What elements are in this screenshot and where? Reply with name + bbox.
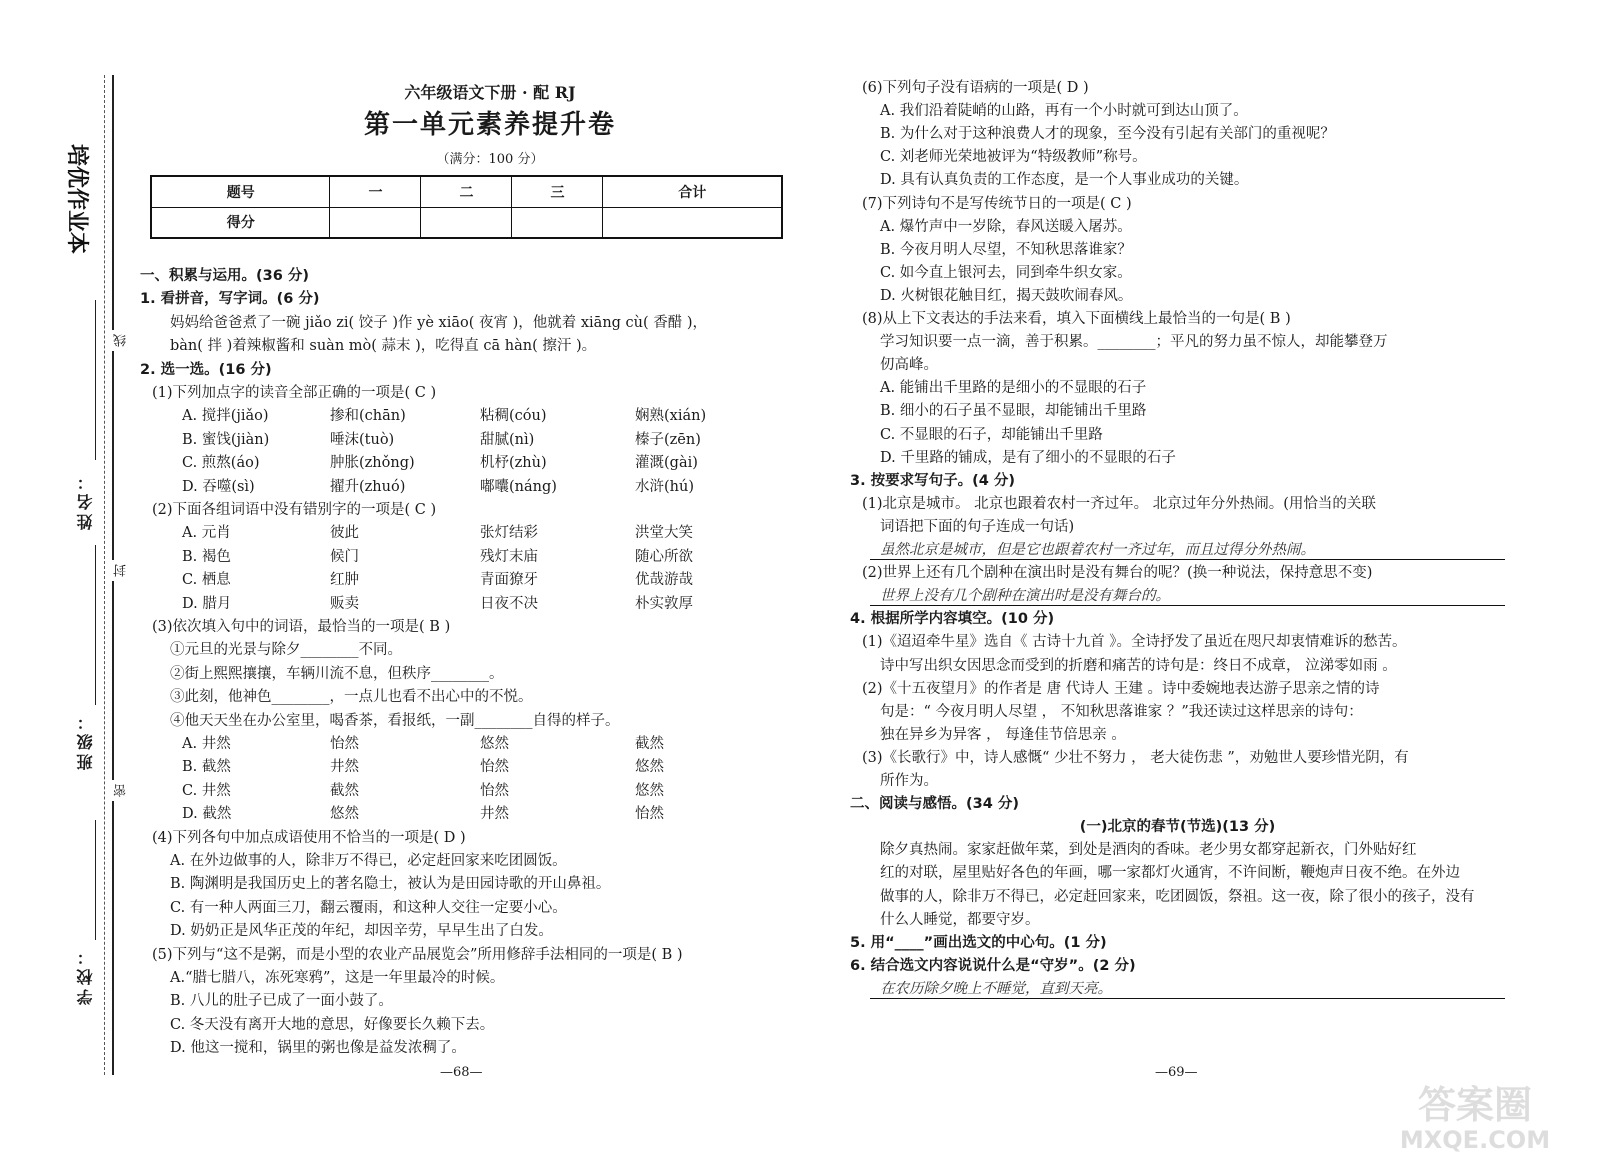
section-heading: (一)北京的春节(节选)(13 分) [1079,819,1276,836]
question-line: (3)《长歌行》中，诗人感慨“ 少壮不努力 ， 老大徒伤悲 ”，劝勉世人要珍惜光阴，有 [862,749,1409,766]
question-line: 独在异乡为异客 ， 每逢佳节倍思亲 。 [880,726,1126,743]
option-cell: 井然 [330,759,359,776]
option-cell: 悠然 [480,736,509,752]
question-line: (2)《十五夜望月》的作者是 唐 代诗人 王建 。诗中委婉地表达游子思亲之情的诗 [862,680,1380,697]
watermark-top: 答案圈 [1417,1083,1532,1127]
question-line: 词语把下面的句子连成一句话) [880,518,1075,535]
option-cell: B. 褐色 [182,548,231,565]
binding-dashed-line [104,75,105,1075]
question-line: A. 我们沿着陡峭的山路，再有一个小时就可到达山顶了。 [880,103,1248,120]
option-cell: 怡然 [635,806,664,823]
question-line: 妈妈给爸爸煮了一碗 jiǎo zi( 饺子 )作 yè xiāo( 夜宵 )，他就着 xiāng cù( 香醋 )， [170,314,708,331]
option-cell: A. 元肖 [182,525,231,542]
question-line: A.“腊七腊八，冻死寒鸦”，这是一年里最冷的时候。 [170,970,505,986]
section-heading: 3. 按要求写句子。(4 分) [850,472,1016,489]
question-line: (3)依次填入句中的词语，最恰当的一项是( B ) [152,619,451,635]
question-line: B. 八儿的肚子已成了一面小鼓了。 [170,993,393,1010]
score-input-cell[interactable] [421,207,512,238]
question-line: (5)下列与“这不是粥，而是小型的农业产品展览会”所用修辞手法相同的一项是( B ) [152,946,683,963]
option-cell: 掺和(chān) [330,408,406,425]
option-cell: 随心所欲 [635,548,693,565]
question-line: (7)下列诗句不是写传统节日的一项是( C ) [862,195,1132,212]
watermark [1380,1085,1570,1165]
question-line: D. 火树银花触目红，揭天鼓吹闹春风。 [880,287,1133,304]
page-number-right: —69— [1155,1065,1198,1080]
section-heading: 5. 用“____”画出选文的中心句。(1 分) [850,934,1107,951]
question-line: B. 今夜月明人尽望，不知秋思落谁家？ [880,241,1132,258]
option-cell: 候门 [330,548,359,565]
option-cell: C. 栖息 [182,572,231,589]
question-line: 红的对联，屋里贴好各色的年画，哪一家都灯火通宵，不许间断，鞭炮声日夜不绝。在外边 [880,865,1460,882]
question-line: ④他天天坐在办公室里，喝香茶，看报纸，一副________自得的样子。 [170,712,620,729]
section-heading: 1. 看拼音，写字词。(6 分) [140,291,320,308]
question-line: 诗中写出织女因思念而受到的折磨和痛苦的诗句是：终日不成章， 泣涕零如雨 。 [880,657,1397,674]
option-cell: B. 蜜饯(jiàn) [182,431,270,448]
cut-mark-seal: 封 [112,560,131,581]
score-head-cell: 三 [512,176,603,207]
option-cell: 怡然 [480,759,509,776]
page-title: 第一单元素养提升卷 [363,110,616,140]
option-cell: A. 井然 [182,736,231,752]
book-label: 六年级语文下册 · 配 RJ [404,83,576,102]
option-cell: B. 截然 [182,759,231,776]
brand-logo [46,140,96,260]
cut-mark-line: 线 [112,330,131,351]
section-heading: 6. 结合选文内容说说什么是“守岁”。(2 分) [850,957,1136,974]
question-line: (1)下列加点字的读音全部正确的一项是( C ) [152,385,437,401]
svg-text:培优作业本: 培优作业本 [64,144,89,255]
option-cell: 朴实敦厚 [635,595,693,612]
option-cell: 截然 [330,782,359,799]
name-field-line[interactable] [95,300,96,460]
question-line: 仞高峰。 [880,357,938,374]
question-line: (1)《迢迢牵牛星》选自《 古诗十九首 》。全诗抒发了虽近在咫尺却衷情难诉的愁苦。 [862,634,1407,651]
section-heading: 4. 根据所学内容填空。(10 分) [850,611,1055,628]
option-cell: 贩卖 [330,595,359,612]
question-line: ②街上熙熙攘攘，车辆川流不息，但秩序________。 [170,665,504,682]
option-cell: 青面獠牙 [480,572,538,589]
question-line: B. 细小的石子虽不显眼，却能铺出千里路 [880,403,1147,420]
option-cell: C. 煎熬(áo) [182,455,260,472]
question-line: C. 不显眼的石子，却能铺出千里路 [880,426,1103,443]
option-cell: 嘟囔(náng) [480,478,557,495]
score-input-cell[interactable] [330,207,421,238]
option-cell: 洪堂大笑 [635,525,693,542]
class-label: 班级： [76,710,95,770]
question-line: (4)下列各句中加点成语使用不恰当的一项是( D ) [152,829,466,846]
section-heading: 一、积累与运用。(36 分) [140,268,309,284]
question-line: C. 如今直上银河去，同到牵牛织女家。 [880,264,1132,281]
section-heading: 2. 选一选。(16 分) [140,361,272,378]
question-line: C. 刘老师光荣地被评为“特级教师”称号。 [880,149,1147,166]
score-head-cell: 一 [330,176,421,207]
option-cell: 井然 [480,806,509,823]
option-cell: 唾沫(tuò) [330,431,395,448]
question-line: 学习知识要一点一滴，善于积累。________；平凡的努力虽不惊人，却能攀登万 [880,334,1388,351]
question-line: (2)下面各组词语中没有错别字的一项是( C ) [152,502,437,518]
question-line: 除夕真热闹。家家赶做年菜，到处是酒肉的香味。老少男女都穿起新衣，门外贴好红 [880,842,1417,859]
question-line: B. 为什么对于这种浪费人才的现象，至今没有引起有关部门的重视呢？ [880,126,1335,143]
score-input-cell[interactable] [512,207,603,238]
option-cell: 悠然 [635,759,664,776]
question-line: (2)世界上还有几个剧种在演出时是没有舞台的呢？(换一种说法，保持意思不变) [862,565,1373,582]
answer-text[interactable]: 虽然北京是城市，但是它也跟着农村一齐过年，而且过得分外热闹。 [880,542,1315,558]
option-cell: D. 吞噬(sì) [182,478,255,495]
option-cell: 榛子(zēn) [635,431,701,448]
question-line: 什么人睡觉，都要守岁。 [880,911,1040,928]
score-head-cell: 题号 [151,176,330,207]
option-cell: 灌溉(gài) [635,455,698,472]
option-cell: 优哉游哉 [635,572,693,589]
question-line: A. 爆竹声中一岁除，春风送暖入屠苏。 [880,218,1132,235]
option-cell: 怡然 [480,782,509,799]
option-cell: 粘稠(cóu) [480,408,547,425]
option-cell: 水浒(hú) [635,478,694,495]
option-cell: 彼此 [330,525,359,542]
option-cell: 甜腻(nì) [480,431,535,448]
option-cell: 怡然 [330,736,359,752]
score-row-label: 得分 [151,207,330,238]
option-cell: 日夜不决 [480,595,538,612]
question-line: 句是：“ 今夜月明人尽望 ， 不知秋思落谁家 ？”我还读过这样思亲的诗句： [880,703,1363,720]
question-line: A. 在外边做事的人，除非万不得已，必定赶回家来吃团圆饭。 [170,853,567,869]
school-label: 学校： [76,945,95,1005]
question-line: D. 他这一搅和，锅里的粥也像是益发浓稠了。 [170,1040,466,1057]
option-cell: 张灯结彩 [480,525,538,542]
question-line: (8)从上下文表达的手法来看，填入下面横线上最恰当的一句是( B ) [862,311,1291,327]
option-cell: 截然 [635,736,664,752]
question-line: C. 冬天没有离开大地的意思，好像要长久赖下去。 [170,1016,495,1033]
question-line: D. 千里路的铺成，是有了细小的不显眼的石子 [880,449,1176,466]
option-cell: D. 截然 [182,806,232,823]
option-cell: 残灯末庙 [480,548,538,565]
option-cell: 肿胀(zhǒng) [330,455,415,472]
score-head-cell: 合计 [603,176,782,207]
option-cell: 悠然 [330,806,359,823]
question-line: A. 能铺出千里路的是细小的不显眼的石子 [880,380,1147,397]
question-line: 所作为。 [880,773,938,789]
option-cell: C. 井然 [182,782,231,799]
question-line: D. 奶奶正是风华正茂的年纪，却因辛劳，早早生出了白发。 [170,923,553,940]
option-cell: 机杼(zhù) [480,455,547,472]
page-number-left: —68— [440,1065,483,1080]
score-input-cell[interactable] [603,207,782,238]
question-line: 做事的人，除非万不得已，必定赶回家来，吃团圆饭，祭祖。这一夜，除了很小的孩子，没有 [880,888,1475,905]
option-cell: 擢升(zhuó) [330,478,406,495]
cut-mark-close: 密 [112,780,131,801]
section-heading: 二、阅读与感悟。(34 分) [850,796,1019,813]
question-line: C. 有一种人两面三刀，翻云覆雨，和这种人交往一定要小心。 [170,899,567,916]
question-line: B. 陶渊明是我国历史上的著名隐士，被认为是田园诗歌的开山鼻祖。 [170,876,611,893]
question-line: (1)北京是城市。 北京也跟着农村一齐过年。 北京过年分外热闹。(用恰当的关联 [862,495,1376,512]
score-note: （满分：100 分） [436,152,544,167]
option-cell: D. 腊月 [182,595,232,612]
answer-text[interactable]: 世界上没有几个剧种在演出时是没有舞台的。 [880,588,1170,605]
score-table [150,175,783,239]
question-line: D. 具有认真负责的工作态度，是一个人事业成功的关键。 [880,172,1249,189]
question-line: ③此刻，他神色________，一点儿也看不出心中的不悦。 [170,689,533,706]
answer-text[interactable]: 在农历除夕晚上不睡觉，直到天亮。 [880,980,1112,997]
option-cell: A. 搅拌(jiǎo) [182,408,269,425]
question-line: bàn( 拌 )着辣椒酱和 suàn mò( 蒜末 )，吃得直 cā hàn( 擦汗 )。 [170,338,597,355]
class-field-line[interactable] [95,545,96,705]
option-cell: 红肿 [330,572,359,589]
question-line: ①元旦的光景与除夕________不同。 [170,642,402,659]
watermark-bottom: MXQE.COM [1399,1126,1551,1154]
question-line: (6)下列句子没有语病的一项是( D ) [862,80,1089,96]
option-cell: 悠然 [635,782,664,799]
name-label: 姓名： [76,470,95,530]
score-head-cell: 二 [421,176,512,207]
option-cell: 娴熟(xián) [635,408,707,425]
school-field-line[interactable] [95,820,96,940]
